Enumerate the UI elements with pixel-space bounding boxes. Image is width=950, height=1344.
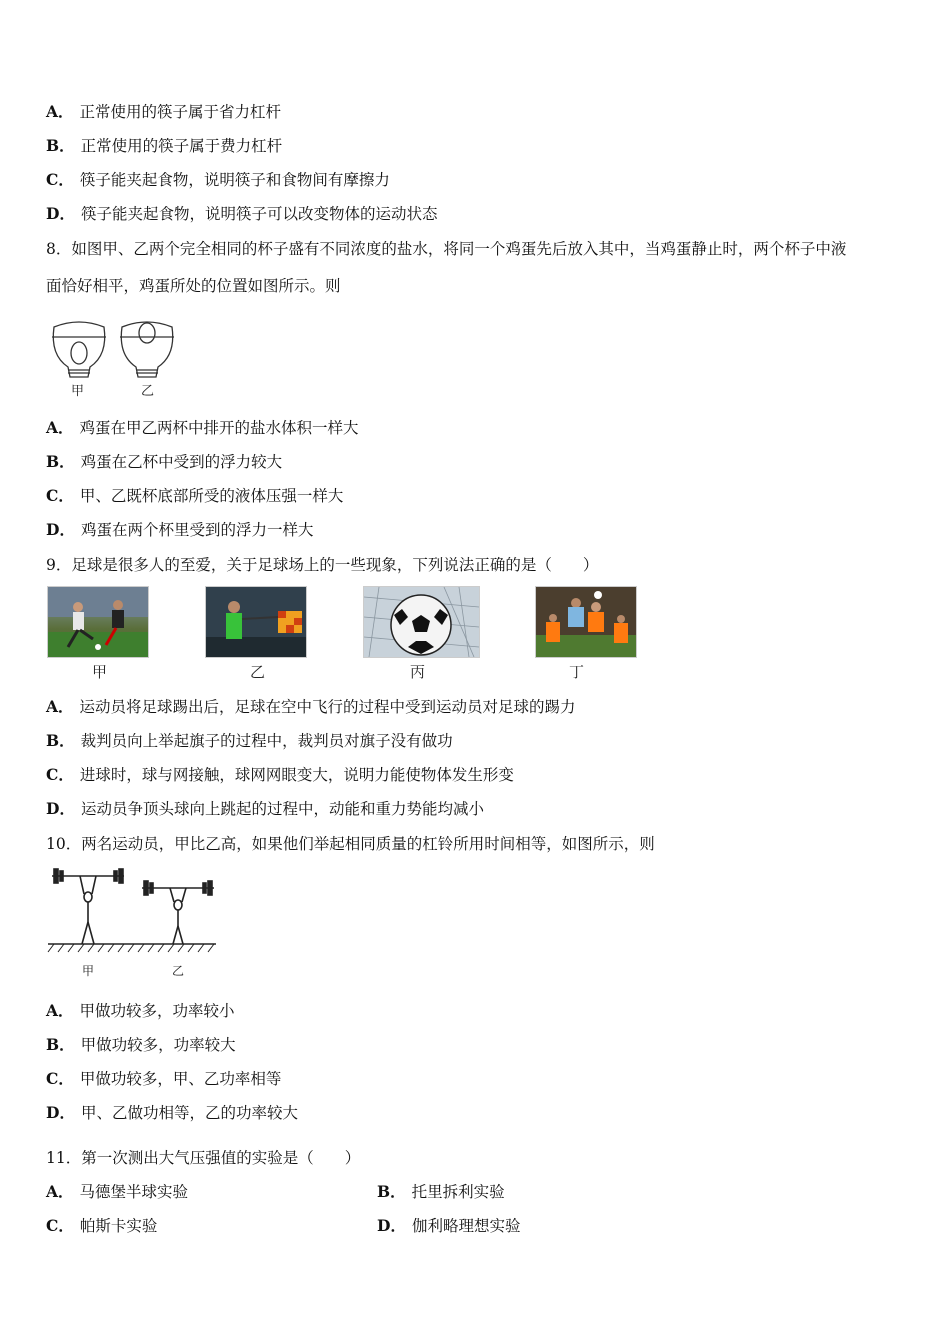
option-letter: D． xyxy=(377,1216,406,1235)
q9-option-b xyxy=(46,731,453,751)
q8-option-a xyxy=(46,418,359,438)
option-text: 鸡蛋在乙杯中受到的浮力较大 xyxy=(80,453,283,471)
option-text: 鸡蛋在甲乙两杯中排开的盐水体积一样大 xyxy=(79,419,359,437)
cup-jia xyxy=(52,322,106,377)
option-letter: D． xyxy=(46,1103,75,1122)
option-letter: C． xyxy=(46,1216,74,1235)
option-letter: B． xyxy=(377,1182,406,1201)
option-text: 运动员争顶头球向上跳起的过程中，动能和重力势能均减小 xyxy=(80,800,484,818)
option-text: 马德堡半球实验 xyxy=(79,1183,189,1201)
option-letter: C． xyxy=(46,170,74,189)
option-text: 甲做功较多，功率较大 xyxy=(80,1036,236,1054)
q10-option-d xyxy=(46,1103,298,1123)
q7-option-a xyxy=(46,102,281,122)
option-letter: A． xyxy=(46,1001,74,1020)
option-text: 进球时，球与网接触，球网网眼变大，说明力能使物体发生形变 xyxy=(79,766,514,784)
kicking-player-image xyxy=(48,587,148,657)
q7-option-c xyxy=(46,170,390,190)
q9-photo-yi xyxy=(205,586,307,658)
option-letter: D． xyxy=(46,520,75,539)
q11-stem: 11．第一次测出大气压强值的实验是（ ） xyxy=(46,1149,361,1167)
option-text: 托里拆利实验 xyxy=(411,1183,505,1201)
q10-option-a xyxy=(46,1001,235,1021)
q10-weightlifters-figure xyxy=(46,864,221,964)
q10-label-jia: 甲 xyxy=(82,964,95,978)
q8-label-yi: 乙 xyxy=(141,384,155,399)
option-letter: A． xyxy=(46,418,74,437)
header-jump-image xyxy=(536,587,636,657)
q9-label-jia: 甲 xyxy=(92,663,108,681)
option-text: 筷子能夹起食物，说明筷子和食物间有摩擦力 xyxy=(79,171,390,189)
option-text: 伽利略理想实验 xyxy=(411,1217,521,1235)
option-letter: B． xyxy=(46,731,75,750)
q11-option-c xyxy=(46,1216,157,1236)
option-text: 正常使用的筷子属于省力杠杆 xyxy=(79,103,282,121)
q9-stem: 9．足球是很多人的至爱，关于足球场上的一些现象，下列说法正确的是（ ） xyxy=(46,556,599,574)
option-text: 裁判员向上举起旗子的过程中，裁判员对旗子没有做功 xyxy=(80,732,453,750)
q9-option-a xyxy=(46,697,576,717)
q8-option-b xyxy=(46,452,282,472)
q7-option-b xyxy=(46,136,282,156)
q8-option-d xyxy=(46,520,313,540)
option-text: 甲、乙既杯底部所受的液体压强一样大 xyxy=(79,487,344,505)
option-text: 鸡蛋在两个杯里受到的浮力一样大 xyxy=(80,521,314,539)
q9-option-d xyxy=(46,799,484,819)
cup-yi xyxy=(120,322,174,377)
q10-option-b xyxy=(46,1035,236,1055)
option-text: 正常使用的筷子属于费力杠杆 xyxy=(80,137,283,155)
option-text: 甲做功较多，甲、乙功率相等 xyxy=(79,1070,282,1088)
q8-label-jia: 甲 xyxy=(71,384,85,399)
option-letter: B． xyxy=(46,136,75,155)
option-letter: A． xyxy=(46,697,74,716)
q11-option-a xyxy=(46,1182,188,1202)
option-letter: D． xyxy=(46,799,75,818)
q9-label-yi: 乙 xyxy=(250,663,266,681)
referee-flag-image xyxy=(206,587,306,657)
option-letter: B． xyxy=(46,1035,75,1054)
q9-label-ding: 丁 xyxy=(569,663,585,681)
option-letter: A． xyxy=(46,1182,74,1201)
option-letter: C． xyxy=(46,486,74,505)
q9-option-c xyxy=(46,765,514,785)
ball-in-net-image xyxy=(364,587,479,657)
q11-option-d xyxy=(377,1216,520,1236)
option-text: 甲、乙做功相等，乙的功率较大 xyxy=(80,1104,298,1122)
q9-label-bing: 丙 xyxy=(410,663,426,681)
option-letter: B． xyxy=(46,452,75,471)
option-text: 运动员将足球踢出后，足球在空中飞行的过程中受到运动员对足球的踢力 xyxy=(79,698,576,716)
q8-stem-line2: 面恰好相平，鸡蛋所处的位置如图所示。则 xyxy=(46,277,341,295)
q8-cups-figure xyxy=(46,315,186,400)
q7-option-d xyxy=(46,204,437,224)
q10-stem: 10．两名运动员，甲比乙高，如果他们举起相同质量的杠铃所用时间相等，如图所示，则 xyxy=(46,835,655,853)
q9-photo-jia xyxy=(47,586,149,658)
option-text: 筷子能夹起食物，说明筷子可以改变物体的运动状态 xyxy=(80,205,438,223)
option-text: 帕斯卡实验 xyxy=(79,1217,158,1235)
q8-option-c xyxy=(46,486,343,506)
option-letter: D． xyxy=(46,204,75,223)
q11-option-b xyxy=(377,1182,505,1202)
q8-stem-line1: 8．如图甲、乙两个完全相同的杯子盛有不同浓度的盐水，将同一个鸡蛋先后放入其中，当鸡蛋静止时，两个杯子中液 xyxy=(46,240,847,258)
q9-photo-bing xyxy=(363,586,480,658)
option-letter: C． xyxy=(46,765,74,784)
q10-option-c xyxy=(46,1069,281,1089)
option-letter: C． xyxy=(46,1069,74,1088)
option-text: 甲做功较多，功率较小 xyxy=(79,1002,235,1020)
option-letter: A． xyxy=(46,102,74,121)
q9-photo-ding xyxy=(535,586,637,658)
q10-label-yi: 乙 xyxy=(172,964,185,978)
